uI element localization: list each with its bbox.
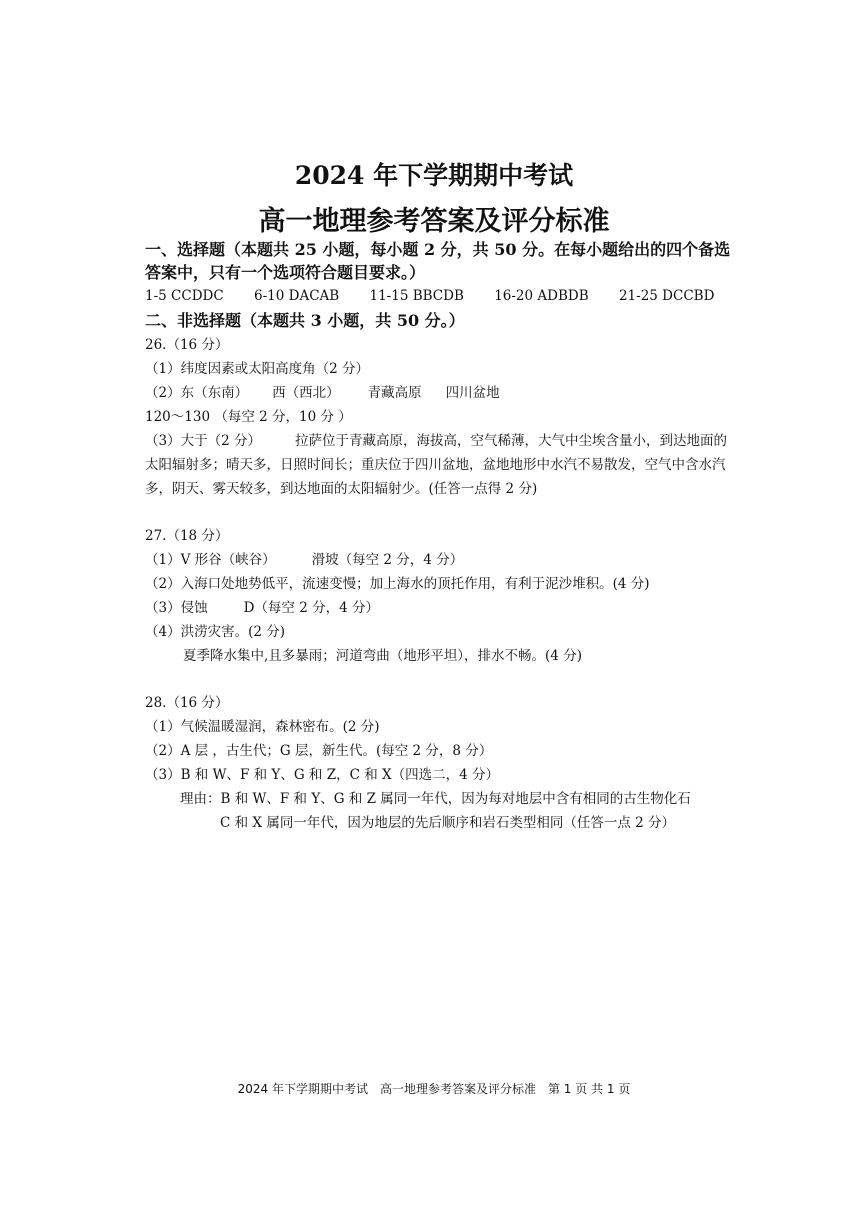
q26-answer-2-part: 西（西北）	[272, 385, 340, 401]
q26-answer-2-part: 青藏高原	[367, 385, 422, 401]
mc-answer-group	[494, 288, 588, 304]
q28-answer-3: （3）B 和 W、F 和 Y、G 和 Z，C 和 X（四选二，4 分）	[145, 767, 499, 783]
mc-keys: DACAB	[288, 288, 340, 304]
q28-reason-1: 理由：B 和 W、F 和 Y、G 和 Z 属同一年代，因为每对地层中含有相同的古生物化石	[180, 791, 691, 807]
mc-answer-group	[370, 288, 464, 304]
page-subtitle: 高一地理参考答案及评分标准	[258, 206, 610, 237]
q28-reason-2: C 和 X 属同一年代，因为地层的先后顺序和岩石类型相同（任答一点 2 分）	[220, 815, 675, 831]
mc-range: 21-25	[618, 288, 658, 304]
mc-keys: CCDDC	[171, 288, 224, 304]
section1-heading: 一、选择题（本题共 25 小题，每小题 2 分，共 50 分。在每小题给出的四个备选答案中，只有一个选项符合题目要求。）	[145, 240, 731, 282]
q27-answer-1-part: （1）V 形谷（峡谷）	[145, 552, 276, 568]
q26-heading: 26.（16 分）	[145, 337, 229, 353]
mc-answer-row	[145, 285, 735, 307]
mc-keys: DCCBD	[662, 288, 715, 304]
mc-answer-group	[254, 288, 339, 304]
mc-range: 16-20	[494, 288, 534, 304]
mc-range: 1-5	[145, 288, 167, 304]
mc-range: 6-10	[253, 288, 285, 304]
q26-answer-2-part: （2）东（东南）	[145, 385, 249, 401]
page-title: 2024 年下学期期中考试	[294, 161, 574, 190]
q27-answer-3	[145, 597, 735, 619]
q26-answer-2	[145, 381, 730, 429]
q26-answer-3-part: （3）大于（2 分）	[145, 433, 261, 449]
q28-answer-2: （2）A 层 ，古生代；G 层，新生代。(每空 2 分，8 分）	[145, 743, 493, 759]
q27-heading: 27.（18 分）	[145, 528, 229, 544]
q27-answer-4-detail: 夏季降水集中,且多暴雨；河道弯曲（地形平坦），排水不畅。(4 分)	[183, 648, 582, 664]
mc-answer-group	[619, 288, 714, 304]
page-footer: 2024 年下学期期中考试 高一地理参考答案及评分标准 第 1 页 共 1 页	[237, 1082, 631, 1096]
q28-answer-1: （1）气候温暖湿润，森林密布。(2 分)	[145, 719, 380, 735]
mc-keys: BBCDB	[412, 288, 464, 304]
q27-answer-2: （2）入海口处地势低平，流速变慢；加上海水的顶托作用，有利于泥沙堆积。(4 分)	[145, 576, 650, 592]
mc-range: 11-15	[369, 288, 409, 304]
q27-answer-3-part: （3）侵蚀	[145, 600, 208, 616]
mc-answer-group	[145, 288, 224, 304]
q26-answer-3-explanation: 拉萨位于青藏高原，海拔高，空气稀薄，大气中尘埃含量小，到达地面的太阳辐射多；晴天多，日照时间长；重庆位于四川盆地，盆地地形中水汽不易散发，空气中含水汽多，阴天、雾天较多，到达地面的太阳辐射少。(任答一点得 2 分)	[145, 433, 727, 497]
mc-keys: ADBDB	[537, 288, 589, 304]
q26-answer-3	[145, 429, 730, 501]
q28-heading: 28.（16 分）	[145, 695, 229, 711]
section2-heading: 二、非选择题（本题共 3 小题，共 50 分。）	[145, 311, 465, 330]
q26-answer-1: （1）纬度因素或太阳高度角（2 分）	[145, 361, 369, 377]
q27-answer-3-part: D（每空 2 分，4 分）	[243, 600, 379, 616]
q27-answer-1	[145, 549, 735, 571]
q26-answer-2-part: 四川盆地	[445, 385, 500, 401]
q27-answer-1-part: 滑坡（每空 2 分，4 分）	[311, 552, 464, 568]
q27-answer-4: （4）洪涝灾害。(2 分)	[145, 624, 286, 640]
q26-answer-2-part: 120～130 （每空 2 分，10 分 ）	[145, 409, 352, 425]
